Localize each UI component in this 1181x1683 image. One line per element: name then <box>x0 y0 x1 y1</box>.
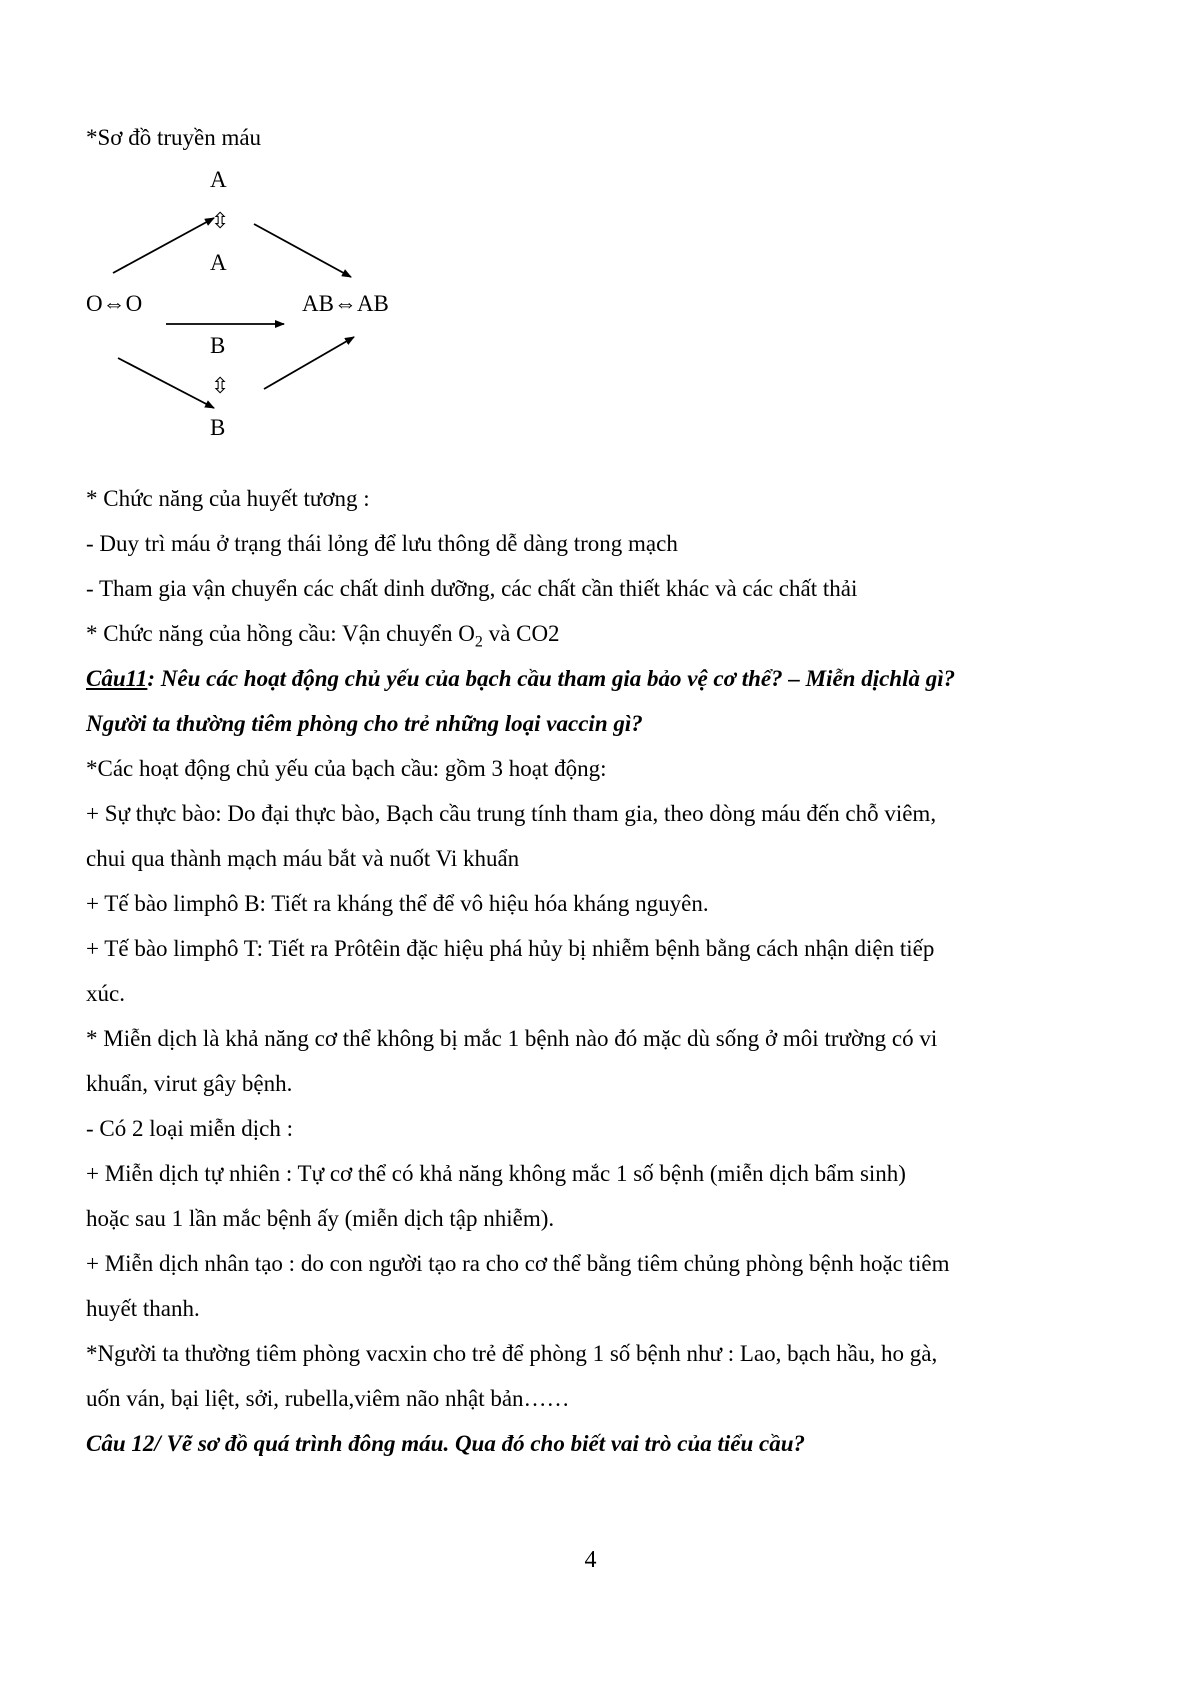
up-down-arrow-icon: ⇳ <box>211 374 230 399</box>
q11-line: * Miễn dịch là khả năng cơ thể không bị mắc 1 bệnh nào đó mặc dù sống ở môi trường có vi <box>86 1026 938 1051</box>
arrow-b-to-ab <box>264 337 354 389</box>
diagram-arrows <box>0 0 1181 500</box>
diagram-title: *Sơ đồ truyền máu <box>86 125 262 150</box>
q11-line: + Sự thực bào: Do đại thực bào, Bạch cầu trung tính tham gia, theo dòng máu đến chỗ viêm, <box>86 801 937 826</box>
rbc-text-before: * Chức năng của hồng cầu: Vận chuyển O <box>86 621 475 646</box>
arrow-o-to-a <box>113 218 214 273</box>
q12-heading: Câu 12/ Vẽ sơ đồ quá trình đông máu. Qua đó cho biết vai trò của tiểu cầu? <box>86 1431 806 1456</box>
q11-line: chui qua thành mạch máu bắt và nuốt Vi khuẩn <box>86 846 520 871</box>
diagram-node-o: O⇔O <box>86 291 143 316</box>
rbc-function <box>86 620 560 657</box>
diagram-node-b-top: B <box>210 333 226 358</box>
diagram-node-a-bottom: A <box>210 250 227 275</box>
plasma-item-1: - Duy trì máu ở trạng thái lỏng để lưu thông dễ dàng trong mạch <box>86 531 678 556</box>
q11-line: *Các hoạt động chủ yếu của bạch cầu: gồm 3 hoạt động: <box>86 756 607 781</box>
q11-line: + Miễn dịch tự nhiên : Tự cơ thể có khả năng không mắc 1 số bệnh (miễn dịch bẩm sinh) <box>86 1161 906 1186</box>
rbc-subscript: 2 <box>474 633 483 651</box>
q11-line: + Tế bào limphô T: Tiết ra Prôtêin đặc hiệu phá hủy bị nhiễm bệnh bằng cách nhận diện tiếp <box>86 936 935 961</box>
q11-heading-line-2: Người ta thường tiêm phòng cho trẻ những loại vaccin gì? <box>86 711 643 736</box>
q11-line: hoặc sau 1 lần mắc bệnh ấy (miễn dịch tập nhiễm). <box>86 1206 555 1231</box>
q11-line: + Tế bào limphô B: Tiết ra kháng thể để vô hiệu hóa kháng nguyên. <box>86 891 709 916</box>
page-number: 4 <box>584 1547 597 1573</box>
diagram-node-b-bottom: B <box>210 415 226 440</box>
plasma-item-2: - Tham gia vận chuyển các chất dinh dưỡng, các chất cần thiết khác và các chất thải <box>86 576 858 601</box>
q11-line: - Có 2 loại miễn dịch : <box>86 1116 293 1141</box>
q11-label: Câu11 <box>86 666 148 691</box>
q11-question-text: : Nêu các hoạt động chủ yếu của bạch cầu tham gia bảo vệ cơ thể? – Miễn dịchlà gì? <box>147 666 956 691</box>
q11-line: + Miễn dịch nhân tạo : do con người tạo ra cho cơ thể bằng tiêm chủng phòng bệnh hoặc tiêm <box>86 1251 950 1276</box>
q11-heading-line-1 <box>86 665 955 693</box>
arrow-a-to-ab <box>254 224 351 277</box>
q11-line: uốn ván, bại liệt, sởi, rubella,viêm não nhật bản…… <box>86 1386 570 1411</box>
diagram-node-ab: AB⇔AB <box>302 291 389 316</box>
q11-line: khuẩn, virut gây bệnh. <box>86 1071 293 1096</box>
q11-line: *Người ta thường tiêm phòng vacxin cho trẻ để phòng 1 số bệnh như : Lao, bạch hầu, ho gà, <box>86 1341 938 1366</box>
q11-line: xúc. <box>86 981 125 1006</box>
diagram-node-a-top: A <box>210 167 227 192</box>
up-down-arrow-icon: ⇳ <box>211 209 230 234</box>
q11-line: huyết thanh. <box>86 1296 200 1321</box>
rbc-text-after: và CO2 <box>482 621 560 646</box>
arrow-o-to-b <box>118 358 214 408</box>
plasma-heading: * Chức năng của huyết tương : <box>86 486 370 511</box>
